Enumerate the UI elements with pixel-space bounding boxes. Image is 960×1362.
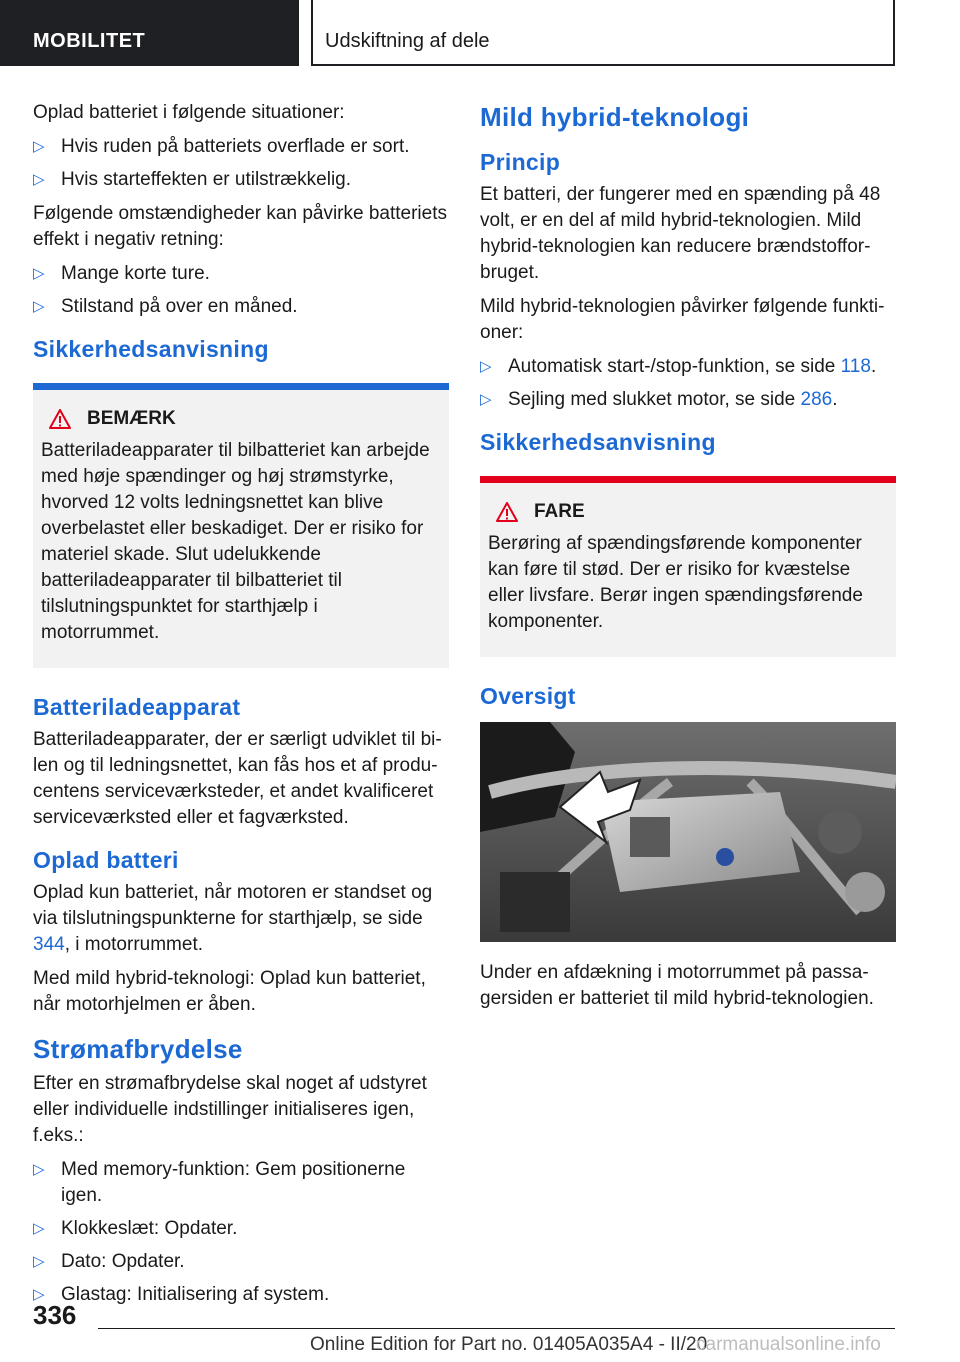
- intro-text: Oplad batteriet i følgende situationer:: [33, 102, 345, 123]
- triangle-bullet-icon: ▷: [33, 298, 45, 315]
- page-link-344[interactable]: 344: [33, 934, 65, 955]
- list-item: ▷ Hvis ruden på batteriets overflade er sort.: [33, 134, 449, 160]
- safety-heading: Sikkerhedsanvisning: [33, 336, 269, 362]
- list-item: ▷ Automatisk start-/stop-funktion, se side 118.: [480, 354, 896, 380]
- warning-triangle-icon: [496, 502, 518, 522]
- danger-rule: [480, 476, 896, 483]
- left-column: [33, 100, 449, 1316]
- charger-heading: Batteriladeapparat: [33, 694, 241, 720]
- footer-watermark: carmanualsonline.info: [696, 1334, 881, 1355]
- affects-text: Mild hybrid-teknologien påvirker følgende funktioner:: [480, 296, 885, 343]
- notice-header: [41, 408, 441, 430]
- safety-heading-right: Sikkerhedsanvisning: [480, 429, 716, 455]
- affects-list: [480, 354, 896, 413]
- overview-heading: Oversigt: [480, 683, 576, 709]
- engine-bay-photo: [480, 722, 896, 942]
- page-header: [0, 0, 960, 66]
- list-item: ▷ Med memory-funktion: Gem positionerne igen.: [33, 1159, 406, 1206]
- right-column: [480, 100, 896, 1020]
- notice-rule: [33, 383, 449, 390]
- charge-text: Oplad kun batteriet, når motoren er standset og via tilslutningspunkterne for starthjælp, se side 344, i motorrummet.: [33, 882, 433, 955]
- chapter-title: Udskiftning af dele: [311, 0, 895, 66]
- danger-label: FARE: [534, 501, 585, 522]
- list-item: ▷ Stilstand på over en måned.: [33, 294, 449, 320]
- list-item: ▷ Dato: Opdater.: [33, 1249, 449, 1275]
- notice-text: Batteriladeapparater til bilbatteriet kan arbejde med høje spændinger og høj strømstyrke, hvorved 12 volts ledningsnettet kan blive overbelastet eller beskadiget. Der er risiko for materiel skade. Slut udelukkende batteriladeapparater til bilbatteriet til tilslutningspunktet for starthjælp i motorrummet.: [41, 440, 430, 643]
- triangle-bullet-icon: ▷: [33, 1161, 45, 1178]
- intro-list: [33, 134, 449, 193]
- danger-box: [480, 483, 896, 657]
- factors-text: Følgende omstændigheder kan påvirke batteriets effekt i negativ retning:: [33, 203, 448, 250]
- notice-box: [33, 390, 449, 668]
- page-link-118[interactable]: 118: [840, 356, 871, 377]
- triangle-bullet-icon: ▷: [33, 171, 45, 188]
- triangle-bullet-icon: ▷: [33, 1286, 45, 1303]
- footer-rule: [98, 1328, 895, 1329]
- triangle-bullet-icon: ▷: [480, 391, 492, 408]
- factors-list: [33, 261, 449, 320]
- triangle-bullet-icon: ▷: [33, 138, 45, 155]
- power-text: Efter en strømafbrydelse skal noget af udstyret eller individuelle indstillinger initialiseres igen, f.eks.:: [33, 1073, 427, 1146]
- danger-header: [488, 501, 888, 523]
- power-list: [33, 1157, 449, 1308]
- triangle-bullet-icon: ▷: [480, 358, 492, 375]
- principle-text: Et batteri, der fungerer med en spænding på 48 volt, er en del af mild hybrid-teknologien. Mild hybrid-teknologien kan reducere brændstofforbruget.: [480, 184, 881, 283]
- warning-triangle-icon: [49, 409, 71, 429]
- charge-heading: Oplad batteri: [33, 847, 179, 873]
- power-heading: Strømafbrydelse: [33, 1034, 243, 1064]
- overview-caption: Under en afdækning i motorrummet på passagersiden er batteriet til mild hybrid-teknologien.: [480, 962, 874, 1009]
- charge-text-2: Med mild hybrid-teknologi: Oplad kun batteriet, når motorhjelmen er åben.: [33, 968, 426, 1015]
- page-number: 336: [33, 1300, 77, 1330]
- charger-text: Batteriladeapparater, der er særligt udviklet til bilen og til ledningsnettet, kan fås hos et af producentens serviceværksteder, et andet kvalificeret serviceværksted eller et fagværksted.: [33, 729, 442, 828]
- notice-label: BEMÆRK: [87, 408, 176, 429]
- list-item: ▷ Mange korte ture.: [33, 261, 449, 287]
- list-item: ▷ Hvis starteffekten er utilstrækkelig.: [33, 167, 449, 193]
- danger-text: Berøring af spændingsførende komponenter kan føre til stød. Der er risiko for kvæstelse eller livsfare. Berør ingen spændingsførende komponenter.: [488, 533, 863, 632]
- triangle-bullet-icon: ▷: [33, 265, 45, 282]
- section-tab: MOBILITET: [0, 0, 299, 66]
- list-item: ▷ Glastag: Initialisering af system.: [33, 1282, 449, 1308]
- list-item: ▷ Sejling med slukket motor, se side 286.: [480, 387, 896, 413]
- principle-heading: Princip: [480, 149, 561, 175]
- list-item: ▷ Klokkeslæt: Opdater.: [33, 1216, 449, 1242]
- hybrid-heading: Mild hybrid-teknologi: [480, 102, 750, 132]
- footer-edition: Online Edition for Part no. 01405A035A4 - II/20: [310, 1334, 708, 1355]
- triangle-bullet-icon: ▷: [33, 1253, 45, 1270]
- triangle-bullet-icon: ▷: [33, 1220, 45, 1237]
- page-link-286[interactable]: 286: [800, 389, 833, 410]
